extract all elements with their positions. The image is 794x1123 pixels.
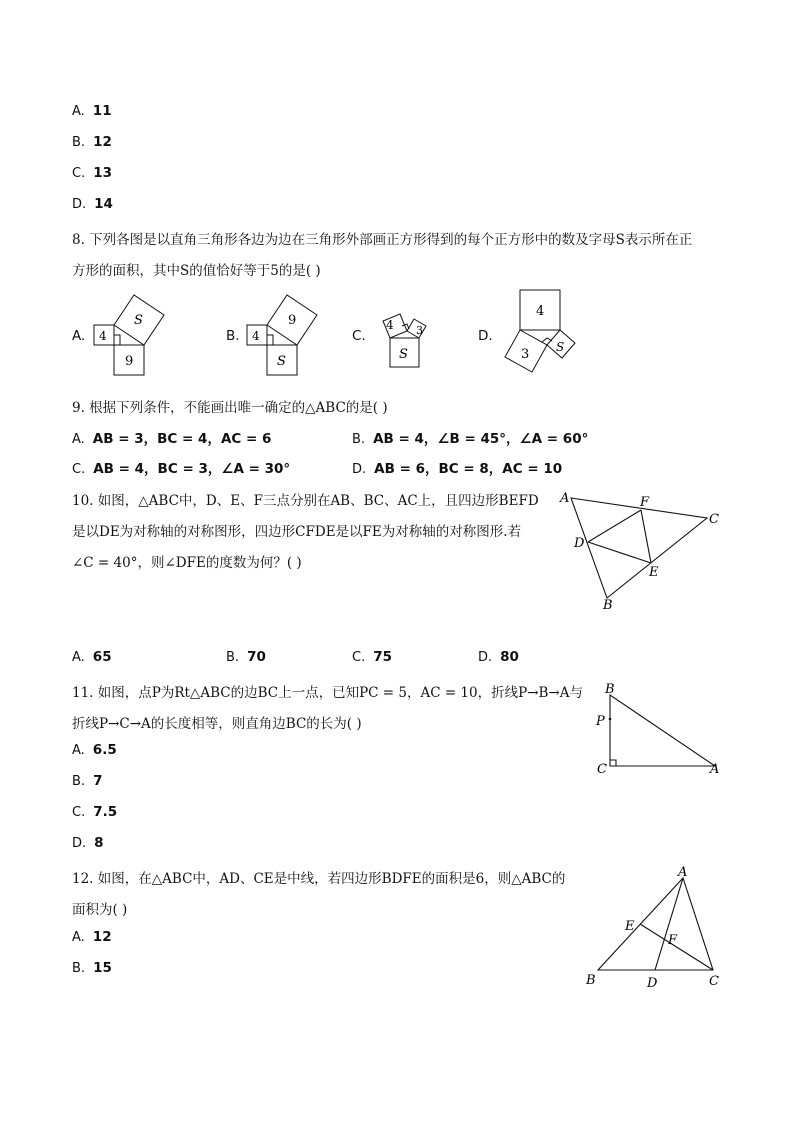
q10-option-c[interactable]	[352, 649, 392, 665]
q11-stem-line2: 折线P→C→A的长度相等，则直角边BC的长为( )	[72, 716, 362, 732]
option-label: B.	[72, 961, 86, 976]
option-value: AB = 6，BC = 8，AC = 10	[374, 461, 563, 477]
square-3-label: 3	[416, 324, 423, 337]
option-label: B.	[226, 650, 240, 665]
q10-stem-line3: ∠C = 40°，则∠DFE的度数为何？( )	[72, 555, 302, 571]
option-label: C.	[352, 650, 366, 665]
option-label: B.	[352, 432, 366, 447]
option-value: 14	[94, 196, 113, 212]
square-s-label: S	[277, 354, 286, 369]
square-4-label: 4	[99, 329, 107, 343]
q10-option-d[interactable]	[478, 649, 519, 665]
option-value: 12	[93, 134, 112, 150]
option-label: A.	[72, 432, 85, 447]
square-9-label: 9	[288, 313, 297, 328]
option-value: 80	[500, 649, 519, 665]
q11-stem-line1: 11. 如图，点P为Rt△ABC的边BC上一点，已知PC = 5，AC = 10，折线P→B→A与	[72, 685, 583, 701]
right-angle-mark	[267, 335, 273, 345]
segment-de	[588, 542, 651, 563]
option-value: 12	[92, 929, 112, 945]
option-value: AB = 4，∠B = 45°，∠A = 60°	[373, 431, 589, 447]
option-label: C.	[72, 805, 86, 820]
option-label: D.	[72, 836, 87, 851]
q12-stem-line1: 12. 如图，在△ABC中，AD、CE是中线，若四边形BDFE的面积是6，则△ABC的	[72, 871, 566, 887]
option-label: C.	[72, 166, 86, 181]
point-c-label: C	[709, 512, 719, 527]
q11-option-d[interactable]	[72, 835, 104, 851]
q8-figure-d	[495, 288, 590, 383]
point-d-label: D	[574, 536, 585, 551]
q9-option-b[interactable]	[352, 427, 588, 447]
q7-option-a[interactable]	[72, 103, 112, 119]
q9-option-a[interactable]	[72, 427, 271, 447]
option-value: AB = 4，BC = 3，∠A = 30°	[93, 461, 291, 477]
q8-figure-c	[368, 298, 443, 373]
point-b-label: B	[603, 598, 613, 613]
q7-option-d[interactable]	[72, 196, 113, 212]
q11-option-b[interactable]	[72, 773, 102, 789]
option-value: 7	[93, 773, 103, 789]
q7-option-b[interactable]	[72, 134, 112, 150]
option-label: D.	[72, 197, 87, 212]
right-angle-mark	[114, 335, 120, 345]
option-value: 70	[247, 649, 266, 665]
square-9-label: 9	[125, 354, 134, 369]
point-a-label: A	[710, 762, 720, 777]
square-4-label: 4	[386, 318, 394, 332]
q8-option-a-label[interactable]: A.	[72, 328, 86, 344]
median-ad	[655, 878, 683, 970]
right-angle-mark	[610, 760, 616, 766]
q10-option-b[interactable]	[226, 649, 266, 665]
square-s-label: S	[134, 313, 143, 328]
q11-option-c[interactable]	[72, 804, 117, 820]
q8-figure-a	[90, 290, 170, 380]
option-label: A.	[72, 650, 85, 665]
q12-figure	[580, 866, 740, 996]
option-value: 7.5	[93, 804, 118, 820]
option-label: D.	[478, 650, 493, 665]
q10-stem-line1: 10. 如图，△ABC中，D、E、F三点分别在AB、BC、AC上，且四边形BEFD	[72, 493, 539, 509]
q8-stem-line2: 方形的面积，其中S的值恰好等于5的是( )	[72, 263, 321, 279]
point-e-label: E	[625, 919, 635, 934]
q8-option-b-label[interactable]: B.	[226, 328, 240, 344]
point-p-label: P	[596, 714, 605, 729]
q11-option-a[interactable]	[72, 742, 117, 758]
option-label: D.	[352, 462, 367, 477]
q12-option-b[interactable]	[72, 960, 112, 976]
point-c-label: C	[709, 974, 719, 989]
option-value: AB = 3，BC = 4，AC = 6	[92, 431, 272, 447]
square-s-label: S	[556, 340, 565, 354]
option-label: A.	[72, 104, 85, 119]
q8-stem-line1: 8. 下列各图是以直角三角形各边为边在三角形外部画正方形得到的每个正方形中的数及字母S表示所在正	[72, 232, 693, 248]
option-label: A.	[72, 743, 85, 758]
q11-figure	[590, 680, 760, 780]
q7-option-c[interactable]	[72, 165, 112, 181]
point-a-label: A	[560, 491, 570, 506]
point-b-label: B	[605, 682, 615, 697]
option-label: B.	[72, 774, 86, 789]
point-f-label: F	[668, 933, 678, 948]
point-c-label: C	[597, 762, 607, 777]
q10-figure	[555, 488, 735, 613]
option-value: 15	[93, 960, 112, 976]
option-label: A.	[72, 930, 85, 945]
point-b-label: B	[586, 973, 596, 988]
point-f-label: F	[640, 495, 650, 510]
option-value: 13	[93, 165, 113, 181]
q9-option-d[interactable]	[352, 457, 562, 477]
triangle-abc	[610, 695, 715, 766]
option-value: 6.5	[92, 742, 117, 758]
q12-stem-line2: 面积为( )	[72, 902, 128, 918]
q8-option-d-label[interactable]: D.	[478, 328, 493, 344]
point-a-label: A	[678, 865, 688, 880]
point-d-label: D	[647, 976, 658, 991]
triangle-abc	[598, 878, 713, 970]
option-value: 11	[92, 103, 112, 119]
q9-stem: 9. 根据下列条件，不能画出唯一确定的△ABC的是( )	[72, 400, 388, 416]
segment-df	[588, 510, 641, 542]
option-label: C.	[72, 462, 86, 477]
q9-option-c[interactable]	[72, 457, 290, 477]
triangle-abc	[571, 498, 707, 598]
q10-option-a[interactable]	[72, 649, 112, 665]
option-label: B.	[72, 135, 86, 150]
point-e-label: E	[649, 565, 659, 580]
option-value: 75	[373, 649, 393, 665]
square-4-label: 4	[536, 304, 545, 319]
q12-option-a[interactable]	[72, 929, 112, 945]
point-p	[609, 718, 612, 721]
square-4-label: 4	[252, 329, 260, 343]
q10-stem-line2: 是以DE为对称轴的对称图形，四边形CFDE是以FE为对称轴的对称图形.若	[72, 524, 522, 540]
square-3-label: 3	[521, 347, 530, 362]
q8-option-c-label[interactable]: C.	[352, 328, 366, 344]
segment-fe	[641, 510, 651, 563]
option-value: 65	[92, 649, 112, 665]
q8-figure-b	[243, 290, 323, 380]
square-s-label: S	[399, 347, 408, 362]
option-value: 8	[94, 835, 104, 851]
